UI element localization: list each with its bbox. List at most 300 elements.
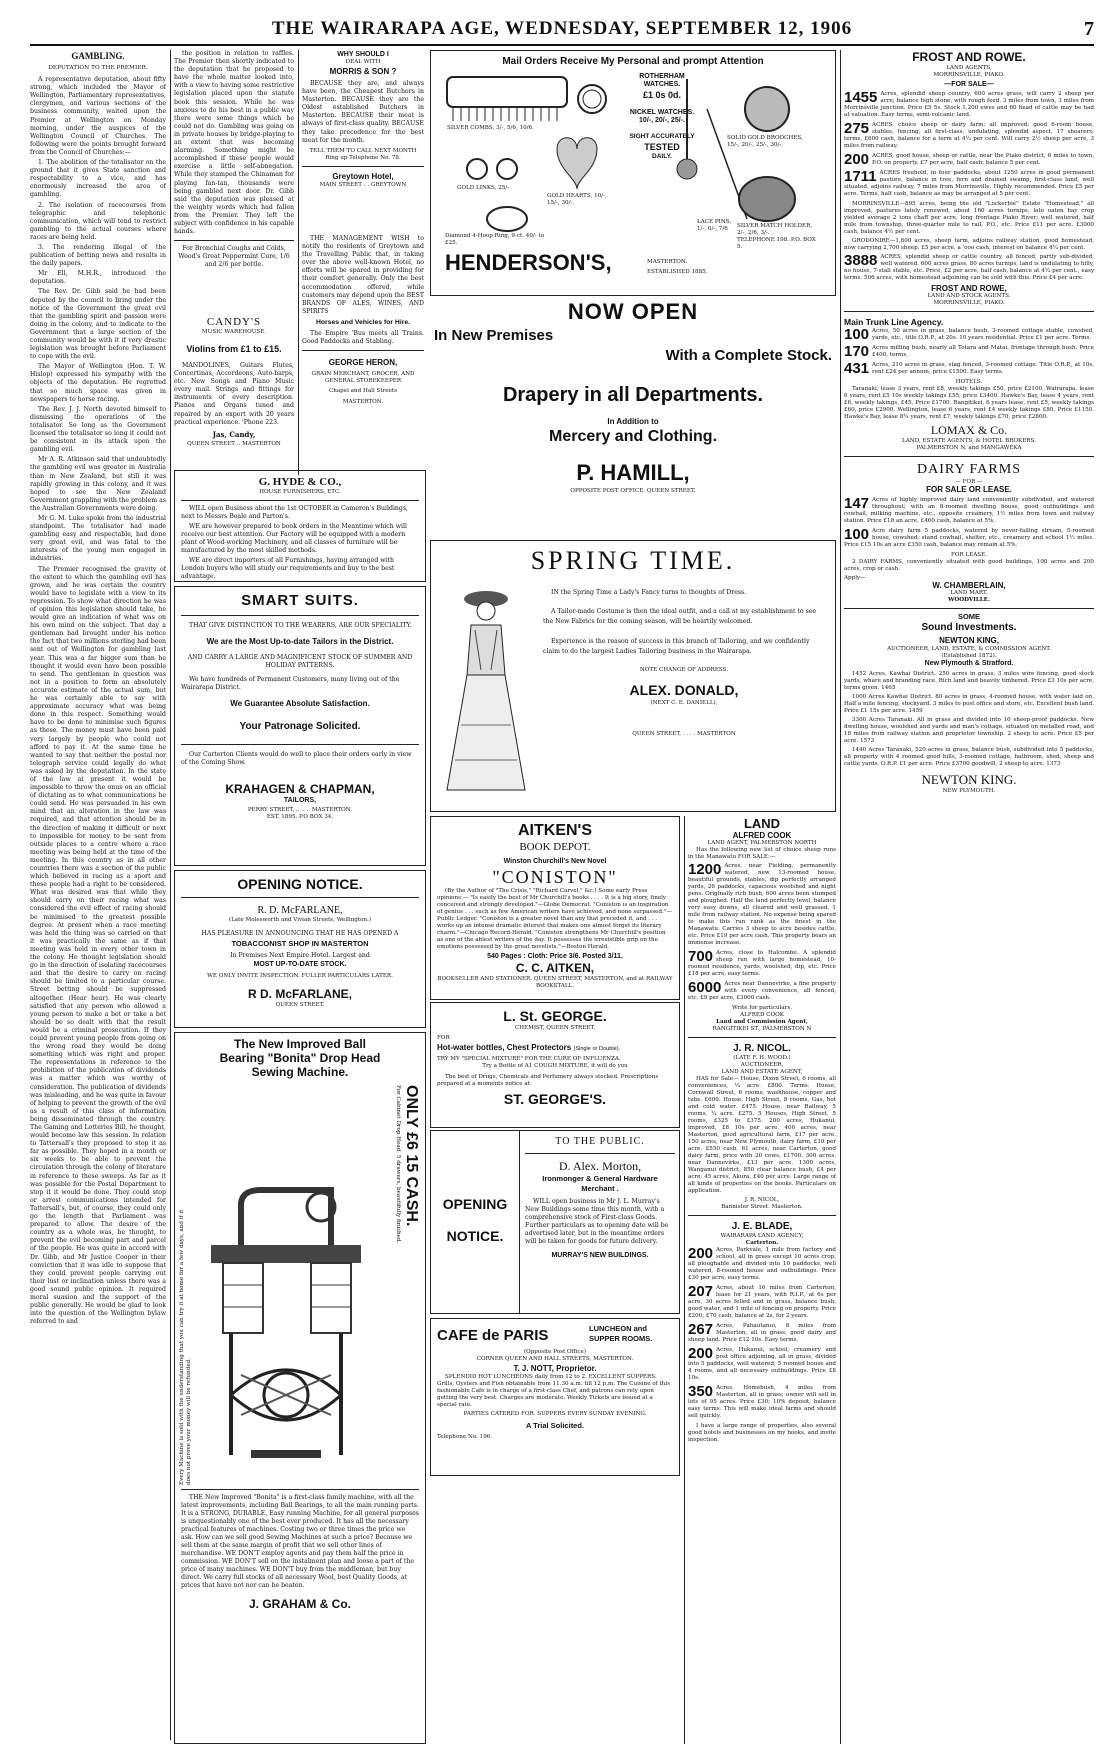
listing-text: Acres, 50 acres in grass, balance bush, 3-roomed cottage stable, cowshed, yards, etc., title O.R.P., at 20s. 10 years residential. Price £1 per acre. Terms. bbox=[872, 328, 1094, 342]
rings-label: Diamond 4-Hoop Ring, 9-ct. 40/- to £25. bbox=[445, 233, 545, 246]
listing-text: Acres, Hukanui, school, creamery and post office adjoining, all in grass, divided into 5 paddocks, well watered, 5 roomed house and 4 rooms, and all necessary outbuildings. Price £8 10s. bbox=[688, 1347, 836, 1382]
divider bbox=[688, 1037, 836, 1038]
st-george-ad bbox=[430, 1002, 680, 1128]
article-paragraph: The Rev. J. J. North devoted himself to dismissing the operations of the totalisator. So long as the Government licensed the totalisator so long it could not be consistent in its attack upon the gambling evil. bbox=[30, 405, 166, 454]
article-paragraph: A representative deputation, about fifty strong, which included the Mayor of Wellington, Parliamentary representatives, clergymen, and various sections of the business community, waited upon the Premier at Wellington on Monday morning, under the auspices of the Wellington Council of Churches. The following were the points brought forward from the Council of Churches:— bbox=[30, 76, 166, 156]
listing-number: 700 bbox=[688, 948, 714, 966]
column-rule bbox=[684, 816, 685, 1744]
morton-name: D. Alex. Morton, bbox=[558, 1159, 642, 1173]
listing-entry bbox=[844, 497, 1094, 525]
frost-sign3: MORRINSVILLE, PIAKO. bbox=[933, 300, 1005, 307]
listing-text: Acres of highly improved dairy land conveniently subdivided, and watered throughout; with an 8-roomed dwelling house, good outbuildings and cowbail, milking machine, etc., opposite creamery, 1½ miles from town and railway station. Price £18 an acre, £460 cash, balance at 5%. bbox=[844, 497, 1094, 525]
newton-sign2: NEW PLYMOUTH. bbox=[942, 787, 996, 794]
morton-opening-panel bbox=[431, 1131, 520, 1313]
frost-sign2: LAND AND STOCK AGENTS. bbox=[927, 293, 1011, 300]
george-hot: Hot-water bottles, Chest Protectors bbox=[437, 1043, 572, 1052]
cafe-body: SPLENDID HOT LUNCHEONS daily from 12 to 2. EXCELLENT SUPPERS. Grills, Oysters and Fish obtainable from 11.30 a.m. till 12 p.m. The Cuisine of this fashionable Cafe is in charge of a first-class Chef, and patrons can rely upon getting the very best. Charges are moderate. Weekly Tickets are issued at a special rate. bbox=[437, 1374, 671, 1408]
article-paragraph: 1. The abolition of the totalisator on the ground that it gives State sanction and respectability to a vice, and has enormously increased the area of gambling. bbox=[30, 159, 166, 199]
newton-sound: Sound Investments. bbox=[921, 622, 1017, 634]
blade-title: J. E. BLADE, bbox=[731, 1221, 793, 1233]
land-agents-column bbox=[688, 816, 836, 1744]
watch-text bbox=[617, 73, 707, 161]
sewing-machine-illustration bbox=[201, 1095, 371, 1475]
listing-entry bbox=[688, 1385, 836, 1420]
aitken-sub: BOOK DEPOT. bbox=[519, 841, 591, 853]
cafe-lunch: LUNCHEON and bbox=[589, 1324, 647, 1333]
rotherham: ROTHERHAM bbox=[639, 73, 685, 80]
dairy-sign2: LAND MART, bbox=[950, 590, 988, 597]
daily: DAILY. bbox=[652, 153, 672, 160]
combs-label: SILVER COMBS, 3/-, 5/6, 10/6. bbox=[447, 125, 534, 131]
holder-label: SILVER MATCH HOLDER, 2/-, 2/6, 3/-. bbox=[737, 223, 813, 236]
opening-addr: QUEEN STREET. bbox=[275, 1002, 325, 1008]
listing-entry bbox=[688, 981, 836, 1002]
listing-entry bbox=[688, 1247, 836, 1282]
candys-body: MANDOLINES, Guitars Flutes, Concertinas, Accordeons, Auto-harps, etc. New Songs and Piano Music every mail. Strings and fittings for instruments of every description. Pianos and Organs tuned and repaired by an expert with 20 years practical experience. 'Phone 223. bbox=[174, 362, 294, 426]
land-agent: Land and Commission Agent, bbox=[716, 1019, 808, 1026]
article-continuation: the position in relation to raffles. The Premier then shortly indicated to the deputation that he proposed to have the whole matter looked into, with a view to having some restrictive legislation placed upon the statute book this session. While he was anxious to do his best in a public way there were some things which he could not do. Gambling was going on in private houses by bridge-playing to an extent that was becoming alarming. Something might be accomplished if these people would exercise a little self-abnegation. While they stamped the Chinaman for playing fan-tan, thousands were being gambled next door. Dr. Gibb said the deputation was pleased at the weighty words which had fallen from the Premier. They left the subject with confidence in his capable hands. bbox=[174, 50, 294, 236]
divider bbox=[181, 897, 419, 898]
listing-number: 350 bbox=[688, 1383, 714, 1401]
hearts-label: GOLD HEARTS, 10/-, 15/-, 30/-. bbox=[547, 193, 607, 206]
spring-p2: A Tailor-made Costume is then the ideal outfit, and a call at my establishment to see the New Fabrics for the coming season, will be heartily welcomed. bbox=[543, 608, 817, 625]
nicol-sign: J. R. NICOL, bbox=[744, 1197, 780, 1204]
frost-sub: LAND AGENTS, bbox=[946, 65, 992, 71]
sewing-body: THE New Improved "Bonita" is a first-class family machine, with all the latest improvements, including Ball Bearings, to all the main running parts. It is a STRONG, DURABLE, Easy running Machine, for all general purposes is unquestionably one of the best ever produced. It has all the necessary practical features of machines. Costing two or three times the price we ask. How can we sell good Sewing Machines at such a price? Because we sell them at the same margin of profit that we sell other lines of merchandise. WE DON'T employ agents and pay them half the price in commission. WE DON'T sell on the instalment plan and loose a part of the price of many machines. WE DON'T buy from the middleman, but buy direct. We carry full stocks of all necessary Wool, best Quality Goods, at prices that have not nor can be beaten. bbox=[181, 1494, 419, 1589]
opening-name: R. D. McFARLANE, bbox=[257, 905, 343, 916]
listing-entry bbox=[844, 328, 1094, 342]
candys-title: CANDY'S bbox=[206, 316, 262, 328]
sewing-sign: J. GRAHAM & Co. bbox=[249, 1597, 351, 1611]
divider bbox=[844, 311, 1094, 312]
opening-p3: In Premises Next Empire Hotel. Largest and bbox=[230, 952, 370, 959]
spring-name: ALEX. DONALD, bbox=[629, 682, 739, 698]
nicol-late: (LATE F. H. WOOD.) bbox=[733, 1055, 791, 1062]
listing-entry bbox=[844, 345, 1094, 359]
listing-number: 170 bbox=[844, 343, 870, 361]
divider bbox=[844, 608, 1094, 609]
listing-number: 1200 bbox=[688, 861, 722, 879]
listing-text: ACRES, good house, sheep or cattle, near the Piako district, 6 miles to town, P.O. on property. £7 per acre, half cash; balance 5 per cent. bbox=[872, 153, 1094, 167]
article-title: GAMBLING. bbox=[71, 51, 125, 61]
newspaper-title: THE WAIRARAPA AGE, WEDNESDAY, SEPTEMBER 12, 1906 bbox=[271, 18, 853, 39]
greytown-ad bbox=[302, 235, 424, 425]
article-paragraph: The Rev. Dr. Gibb said he had been deputed by the council to bring under the notice of the Government the great evil that the gambling spirit and passion were doing in the colony, and to indicate to the Government that a large section of the community would be with it if very drastic legislation was brought before Parliament to cope with the evil. bbox=[30, 288, 166, 361]
tested: TESTED bbox=[644, 142, 680, 152]
cafe-tel: Telephone No. 196. bbox=[437, 1434, 493, 1440]
listing-number: 100 bbox=[844, 326, 870, 344]
trunk-sign: LOMAX & Co. bbox=[930, 423, 1008, 438]
listing-entry bbox=[688, 1323, 836, 1344]
nicol-title: J. R. NICOL. bbox=[733, 1043, 791, 1055]
listing-entry: 1440 Acres Taranaki, 520 acres in grass, balance bush, subdivided into 5 paddocks, all property with 4 roomed good hills, 3-roomed cottage, bathroom, shed, sheep and cattle yards. O.R.P. £1 per acre. Price £3700 goodwill, 2 sheep to acre. 1373 bbox=[844, 746, 1094, 767]
sight: SIGHT ACCURATELY bbox=[629, 133, 695, 140]
divider bbox=[302, 350, 424, 351]
right-column bbox=[844, 50, 1094, 1744]
cafe-trial: A Trial Solicited. bbox=[525, 1421, 585, 1430]
listing-text: Acres near Dannevirke, a fine property with every convenience, all fenced, etc. £9 per acre, £3000 cash. bbox=[688, 981, 836, 1002]
aitken-addr: BOOKSELLER AND STATIONER. QUEEN STREET, MASTERTON, and at RAILWAY BOOKSTALL. bbox=[437, 976, 673, 989]
blade-end: I have a large range of properties, also several good hotels and businesses on my books, and invite inspection. bbox=[688, 1423, 836, 1444]
article-paragraph: 2. The isolation of racecourses from telegraphic and telephonic communication, which will tend to restrict gambling to the actual courses where races are being held. bbox=[30, 201, 166, 241]
morton-opening2: NOTICE. bbox=[446, 1228, 504, 1244]
links-label: GOLD LINKS, 25/- bbox=[457, 185, 510, 191]
greytown-horses: Horses and Vehicles for Hire. bbox=[315, 318, 411, 326]
listing-text: ACRES, splendid sheep or cattle country, all fenced, partly sub-divided, well watered. 600 acres grass, 80 acres turnips, land is undulating to hilly, no house, 7-stall stable, etc. Price, £2 per acre, half cash, balance at 4¼ per cent., easy terms. 506 acres, with homestead adjoining can be sold with this. Price £4 per acre. bbox=[844, 254, 1094, 282]
spring-time-ad bbox=[430, 540, 836, 812]
brooches-label: SOLID GOLD BROOCHES, 15/-, 20/-, 25/-, 30/-. bbox=[727, 135, 803, 148]
george-bottle: Try a Bottle of A1 COUGH MIXTURE, it will do you bbox=[482, 1063, 628, 1069]
listing-text: Acres, Pahautanui, 8 miles from Masterton, all in grass, good dairy and sheep land. Price £12 10s. Easy terms. bbox=[688, 1323, 836, 1344]
hyde-sub: HOUSE FURNISHERS, ETC. bbox=[259, 489, 341, 495]
listing-number: 200 bbox=[688, 1245, 714, 1263]
listing-text: Acres, Parkvale, 1 mile from factory and school, all in grass except 10 acres crop, all ploughable and divided into 10 paddocks, well watered, 8-roomed house and outbuildings. Price £30 per acre, easy terms. bbox=[688, 1247, 836, 1282]
candys-price: Violins from £1 to £15. bbox=[186, 344, 282, 354]
sewing-title3: Sewing Machine. bbox=[251, 1065, 349, 1079]
george-body: The best of Drugs, Chemicals and Perfumery always stocked. Prescriptions prepared at a moments notice at bbox=[437, 1074, 659, 1087]
opening-sign: R D. McFARLANE, bbox=[247, 987, 352, 1001]
hamill-ad bbox=[430, 298, 836, 536]
dairy-sign: W. CHAMBERLAIN, bbox=[932, 581, 1006, 591]
divider bbox=[181, 744, 419, 745]
heron-name: GEORGE HERON, bbox=[328, 358, 398, 368]
article-paragraph: The Mayor of Wellington (Hon. T. W. Hislop) expressed his sympathy with the objects of the deputation. He regretted that so much space was given in newspapers to horse racing. bbox=[30, 363, 166, 403]
dairy-sign3: WOODVILLE. bbox=[948, 597, 990, 604]
land-write: Write for particulars, bbox=[732, 1005, 792, 1012]
listing-entry bbox=[688, 1285, 836, 1320]
mcfarlane-ad bbox=[174, 870, 426, 1028]
spring-p1: IN the Spring Time a Lady's Fancy turns to thoughts of Dress. bbox=[551, 589, 747, 596]
blade-sub: WAIRARAPA LAND AGENCY, bbox=[720, 1233, 804, 1240]
smart-p4: We have hundreds of Permanent Customers, many living out of the Wairarapa District. bbox=[181, 676, 400, 691]
land-title: LAND bbox=[743, 816, 781, 831]
sewing-guarantee-text: Every Machine is sold with the understanding that you can try it at home for a few days, and if it does not prove your money will be refunded. bbox=[179, 1209, 192, 1485]
column-rule bbox=[840, 50, 841, 1744]
george-try: TRY MY "SPECIAL MIXTURE" FOR THE CURE OF INFLUENZA. bbox=[437, 1056, 621, 1062]
cafe-supper: SUPPER ROOMS. bbox=[589, 1334, 653, 1343]
listing-entry bbox=[844, 528, 1094, 549]
column-rule bbox=[298, 50, 299, 475]
greytown-title: Greytown Hotel, bbox=[332, 171, 394, 181]
divider bbox=[844, 456, 1094, 457]
spring-p3: Experience is the reason of success in this branch of Tailoring, and we confidently claim to do the largest Ladies Tailoring business in the Wairarapa. bbox=[543, 638, 810, 655]
sewing-side2: For Cabinet Drop Head, 5 drawers, beautifully finished. bbox=[395, 1085, 401, 1244]
land-sub: LAND AGENT, PALMERSTON NORTH bbox=[707, 840, 817, 847]
george-hotnote: (Single or Double). bbox=[573, 1046, 621, 1052]
sewing-side-guarantee bbox=[179, 1205, 203, 1485]
smart-p2: We are the Most Up-to-date Tailors in the District. bbox=[206, 637, 394, 646]
frost-sale: —FOR SALE— bbox=[944, 81, 994, 88]
blade-listings bbox=[688, 1247, 836, 1420]
listing-entry bbox=[688, 863, 836, 947]
henderson-name: HENDERSON'S, bbox=[445, 250, 612, 275]
candys-sign: Jas, Candy, bbox=[212, 429, 256, 439]
land-intro: Has the following new list of choice sheep runs in the Manawatu FOR SALE:— bbox=[688, 847, 836, 861]
listing-text: Acre dairy farm 5 paddocks, watered by never-failing stream, 5-roomed house, cowshed, stand cowbail, shelter, etc., creamery and school 1½ miles. Price £15 10s an acre £350 cash, balance may remain at 5%. bbox=[844, 528, 1094, 549]
cafe-prop: T. J. NOTT, Proprietor. bbox=[513, 1364, 597, 1373]
frost-morrins: MORRINSVILLE—895 acres, being the old "Lockerbie" Estate "Homestead," all improved, pastures lately renewed, about 160 acres turnips, late oaten hay crop yielded average 2 tons chaff per acre, long frontage Piako River; well watered, half mile from township, three-quarter mile to rail, P.O., etc. Price £11 per acre. £3000 cash, balance 4½ per cent. bbox=[844, 201, 1094, 236]
newton-est: (Established 1872). bbox=[941, 652, 997, 659]
land-sign: ALFRED COOK bbox=[740, 1012, 784, 1019]
divider bbox=[181, 615, 419, 616]
smart-title: SMART SUITS. bbox=[241, 592, 359, 609]
smart-addr: PERRY STREET, .. .. .. MASTERTON. bbox=[247, 807, 353, 813]
listing-entry bbox=[844, 170, 1094, 198]
divider bbox=[181, 500, 419, 501]
newton-town: New Plymouth & Stratford. bbox=[924, 659, 1014, 667]
aitken-price: 540 Pages : Cloth: Price 3/6. Posted 3/11. bbox=[487, 953, 623, 960]
opening-p1: HAS PLEASURE IN ANNOUNCING THAT HE HAS OPENED A bbox=[201, 930, 399, 937]
cafe-title: CAFE de PARIS bbox=[437, 1327, 549, 1344]
nicol-body: HAS for Sale— House, Dixon Street, 6 rooms, all conveniences, ¼ acre. £800. Terms. House, Cornwall Street, 6 rooms, washhouse, copper and tubs. £600. House, High Street, 8 rooms, Gas, hot and cold water. £475. House, near Railway, 5 rooms, ¼ acre. £275. 5 Houses, High Street, 5 rooms, £325 to £375. 200 acres, Hukanui, improved, £8 10s per acre. 400 acres, near Masterton, good agricultural farm, £17 per acre. 150 acres, near New Plymouth, dairy farm, £10 per acre. £550 cash. 61 acres, near Carterton, good dairy farm, price with 20 cows, £1700. 300 acres, near Dannevirke, £13 per acre. 1300 acres, Wanganui district, 850 clear balance bush, £4 per acre. 45 acres, Akura, £40 per acre. Large range of all kinds of properties on the books. Particulars on application. bbox=[688, 1076, 836, 1195]
listing-text: Acres, Homebush, 4 miles from Masterton, all in grass; owner will sell in lots of 95 acres. Price £30; 10% deposit, balance easy terms. This will make ideal farms and should sell quickly. bbox=[688, 1385, 836, 1420]
listing-number: 267 bbox=[688, 1321, 714, 1339]
dairy-for: — FOR — bbox=[955, 479, 983, 486]
dairy-lease-text: 2 DAIRY FARMS, conveniently situated with good buildings, 100 acres and 200 acres, crop or cash. bbox=[844, 559, 1094, 573]
morris-line2: DEAL WITH bbox=[345, 59, 381, 65]
trunk-sign2: LAND, ESTATE AGENTS, & HOTEL BROKERS. bbox=[902, 438, 1036, 445]
morris-cta: TELL THEM TO CALL NEXT MONTH bbox=[309, 147, 417, 154]
heron-addr: Chapel and Hall Streets bbox=[328, 388, 398, 395]
listing-text: ACRES freehold, in four paddocks, about 1250 acres in good permanent pasture, balance in tree, fern and drained swamp, first-class land, well situated, adjoins railway, 7 miles from Morrinsville. Highly recommended. Price £5 per acre. Terms, half cash, balance as may be arranged at 5 per cent. bbox=[844, 170, 1094, 198]
morris-body: BECAUSE they are, and always have been, the Cheapest Butchers in Masterton. BECAUSE they are the Oldest established Butchers in Masterton. BECAUSE their meat is always of first-class quality. BECAUSE they take precedence for the best meat for the month. bbox=[302, 80, 424, 144]
hamill-line2: With a Complete Stock. bbox=[665, 347, 832, 364]
smart-suits-ad bbox=[174, 586, 426, 866]
trunk-title: Main Trunk Line Agency. bbox=[844, 317, 944, 328]
listing-entry bbox=[844, 91, 1094, 119]
george-for: FOR bbox=[437, 1035, 450, 1041]
spring-next: (NEXT C. E. DANIELL), bbox=[650, 700, 718, 706]
newton-some: SOME bbox=[957, 612, 981, 622]
listing-text: Acres, near Fielding, permanently watered, new 13-roomed house, beautiful grounds, stables, dip perfectly arranged yards, 26 paddocks, capacious woolshed and night pens. Originally rich bush, 600 acres been stumped and ploughed. Half the land perfectly level, balance very easy downs, all cleared and well grassed, 1 mile from railway station. No expense being spared to make this run rank as the finest in the Manawatu. Carries 3 sheep to acre besides cattle, etc. Price £19 per acre cash. This property bears an immense increase. bbox=[688, 863, 836, 947]
hamill-addr: OPPOSITE POST OFFICE. QUEEN STREET. bbox=[570, 488, 696, 495]
trunk-listings bbox=[844, 328, 1094, 376]
listing-text: Acres, splendid sheep country, 600 acres grass, will carry 2 sheep per acre; balance high stone, with rough feed. 3 miles from town, 3 miles from Morrinsville junction. Price £5 5s. Stock 1,200 ewes and 60 head of cattle may be had at valuation. Easy terms, semi-volcanic land. bbox=[844, 91, 1094, 119]
listing-entry bbox=[688, 950, 836, 978]
listing-text: Acres milling bush, nearly all Totara and Matai, frontage through bush. Price £400, terms. bbox=[872, 345, 1094, 359]
listing-number: 431 bbox=[844, 360, 870, 378]
page-number: 7 bbox=[1084, 18, 1094, 40]
hyde-p1: WILL open Business about the 1st OCTOBER in Cameron's Buildings, next to Messrs Beale and Parton's. bbox=[181, 505, 409, 520]
candys-ad bbox=[174, 315, 294, 475]
dairy-sale: FOR SALE OR LEASE. bbox=[926, 485, 1012, 495]
candys-sub: MUSIC WAREHOUSE. bbox=[201, 329, 267, 335]
tel-label: TELEPHONE 198. P.O. BOX 5. bbox=[737, 237, 816, 250]
dairy-title: DAIRY FARMS bbox=[917, 462, 1021, 478]
smart-p3: AND CARRY A LARGE AND MAGNIFICENT STOCK OF SUMMER AND HOLIDAY PATTERNS. bbox=[187, 654, 413, 669]
aitken-name: C. C. AITKEN, bbox=[515, 961, 595, 975]
frost-title: FROST AND ROWE. bbox=[912, 50, 1026, 64]
listing-entry bbox=[844, 122, 1094, 150]
frost-listings bbox=[844, 91, 1094, 198]
listing-entry bbox=[844, 362, 1094, 376]
cafe-ad bbox=[430, 1318, 680, 1476]
smart-sub: TAILORS, bbox=[283, 797, 317, 804]
article-paragraph: 3. The rendering illegal of the publication of betting news and results in the daily papers. bbox=[30, 243, 166, 268]
george-sub: CHEMIST, QUEEN STREET. bbox=[514, 1025, 596, 1031]
trunk-sign3: PALMERSTON N. and MANGAWEKA bbox=[916, 445, 1022, 452]
cough-notice: For Bronchial Coughs and Colds, Wood's Great Peppermint Cure, 1/6 and 2/6 per bottle. bbox=[178, 245, 290, 269]
hyde-p2: WE are however prepared to book orders in the Meantime which will receive our best attention. Our Factory will be equipped with a modern plant of Wood-working Machinery, and all classes of furniture will be manufactured by the most skilled methods. bbox=[181, 523, 407, 554]
morton-top: TO THE PUBLIC. bbox=[555, 1136, 645, 1147]
land-listings bbox=[688, 863, 836, 1002]
aitken-novel: Winston Churchill's New Novel bbox=[503, 858, 607, 865]
dairy-apply: Apply— bbox=[844, 575, 866, 582]
sewing-title1: The New Improved Ball bbox=[233, 1037, 367, 1051]
aitken-body: (By the Author of "The Crisis," "Richard Carvel," &c.) Some early Press opinions:— "Is easily the best of Mr Churchill's books . . . . It is a big story, finely conceived and strongly developed."—Globe Democrat. "Coniston is an inspiration of genius . . . such as few American writers have achieved, and none surpassed."—Public Ledger. "Coniston is a greater novel than any that preceded it, and . . . works up an intense dramatic interest that makes one almost forget its literary charm."—Chicago Record-Herald. "Coniston strengthens Mr Churchill's position as one of the ablest writers of the day. It possesses the irresistible grip on the emotions possessed by the great novelists."—Boston Herald. bbox=[437, 888, 672, 950]
morris-line3: MORRIS & SON ? bbox=[329, 67, 397, 76]
aitken-coniston: "CONISTON" bbox=[492, 867, 618, 887]
henderson-banner: Mail Orders Receive My Personal and prompt Attention bbox=[502, 56, 764, 67]
morton-bldg: MURRAY'S NEW BUILDINGS. bbox=[551, 1252, 649, 1259]
gambling-article bbox=[30, 50, 166, 1740]
sewing-illustration-area bbox=[181, 1085, 419, 1485]
column-rule bbox=[170, 50, 171, 1740]
listing-number: 100 bbox=[844, 526, 870, 544]
aitken-title: AITKEN'S bbox=[517, 822, 593, 839]
listing-entry bbox=[844, 153, 1094, 167]
newton-role: AUCTIONEER, LAND, ESTATE, & COMMISSION AGENT. bbox=[887, 645, 1051, 652]
hamill-line1: In New Premises bbox=[434, 327, 554, 344]
henderson-town: MASTERTON. bbox=[647, 259, 688, 265]
article-continued bbox=[174, 50, 294, 350]
greytown-body: THE MANAGEMENT WISH to notify the residents of Greytown and the Travelling Public that, in taking over the above well-known Hotel, no efforts will be spared in providing for their comfort generally. Only the best accommodation offered, while customers may depend upon the BEST BRANDS OF ALES, WINES, AND SPIRITS bbox=[302, 235, 424, 315]
divider bbox=[525, 1153, 675, 1154]
newton-sign: NEWTON KING. bbox=[921, 771, 1017, 787]
listing-text: Acres, about 16 miles from Carterton, lease for 21 years, with R.I.P., at 6s per acre, 30 acres felled and in grass, balance bush, good water, and 1 mile of fencing on property. Price £200; £70 cash, balance at 2s, for 2 years. bbox=[688, 1285, 836, 1320]
morris-phone: Ring up Telephone No. 78. bbox=[325, 154, 401, 161]
listing-number: 147 bbox=[844, 495, 870, 513]
aitken-ad bbox=[430, 816, 680, 1000]
divider bbox=[174, 240, 294, 241]
newton-listings bbox=[844, 671, 1094, 768]
watches: WATCHES. bbox=[643, 81, 681, 88]
newton-name: NEWTON KING, bbox=[939, 636, 999, 646]
pins-label: LACE PINS, 1/-, 6/-, 7/6 bbox=[697, 219, 732, 232]
listing-number: 200 bbox=[844, 151, 870, 169]
frost-gordon: GRODONIRE—1,800 acres, sheep farm, adjoins railway station, good homestead, now carrying 2,700 sheep. £5 per acre, a 'ooo cash, interest on balance 4¼ per cent. bbox=[844, 238, 1094, 252]
frost-town: MORRINSVILLE, PIAKO. bbox=[933, 72, 1005, 78]
listing-entry: 1000 Acres Kawhai District. 80 acres in grass, 4-roomed house, with water laid on. Half a mile fencing, stockyard. 3 miles to post office and store, etc. Excellent bush land. Price £1 15s per acre. 1459 bbox=[844, 693, 1094, 714]
nickel: NICKEL WATCHES. bbox=[629, 109, 695, 116]
listing-number: 6000 bbox=[688, 979, 722, 997]
trunk-hotels: HOTELS. bbox=[955, 379, 983, 386]
sewing-machine-ad bbox=[174, 1032, 426, 1744]
sewing-price: ONLY £6 15 CASH. bbox=[403, 1085, 420, 1227]
hamill-now: NOW OPEN bbox=[567, 299, 699, 324]
morton-body: WILL open business in Mr J. L. Murray's New Buildings some time this month, with a comprehensive stock of First-class Goods. Further particulars as to opening date will be advertised later, but in the meantime orders will be taken for goods for future delivery. bbox=[525, 1198, 669, 1245]
smart-sign: KRAHAGEN & CHAPMAN, bbox=[225, 782, 375, 796]
smart-p6: Your Patronage Solicited. bbox=[239, 721, 361, 732]
greytown-buses: The Empire 'Bus meets all Trains. Good Paddocks and Stabling. bbox=[302, 330, 424, 346]
land-addr: RANGITIKEI ST., PALMERSTON N bbox=[712, 1026, 812, 1033]
listing-entry: 1452 Acres, Kawhai District. 250 acres in grass, 3 miles wire fencing, good stock yards, whare and branding race. Rich land and heavily timbered. Price £3 10s per acre, terms given. 1465 bbox=[844, 670, 1094, 691]
morton-ad bbox=[430, 1130, 680, 1314]
article-paragraph: The Premier recognised the gravity of the extent to which the gambling evil has grown, and he was certain the country would have to legislate with a view to its repression. To show what direction he was of opinion this legislation should take, he would give an indication of what was on his own mind on the subject. That day a gentleman had brought under his notice the fact that two millions sterling had been sent out of Wellington for gambling last year. This was a far bigger sum than he thought it would even have been possible to send. The gentleman in question was not in a position to form an absolutely accurate estimate of the actual sum, but he was certainly able to say with approximate accuracy what was being done in this respect. Something would have to be done to minimise such figures as these. The money must have been paid very largely by people who could not afford to pay it. At the same time he wanted to say that neither the postal nor telegraph service could legally do what was asked by the deputation. In the state of the law at present it would be impossible to throw the onus on an official of dictating as to what communications he could send. He was persuaded in his own mind that an alteration in the law was required, and that attention should be in the direction of making it difficult or next to impossible for money to be sent from outside places to a centre where a race meeting was being held at the time of the meeting. In this country as in all other countries there was a section of the public which believed in racing as a sport and these people had a right to be considered. What was desired was that while they should carry on their racing what was considered the evil effect of racing should be minimised to the greatest possible degree. At present when a race meeting was held the thing was so carried on that it was practically the same as if that meeting was held in every other town in the colony. He thought legislation should go in the direction of isolating racecourses and that the desire to carry on racing should be limited to a particular course. Street betting should be suppressed altogether. (Hear hear). He was clearly satisfied that any person who allowed a young person to make a bet or take a bet should be so dealt with that the result would be a criminal prosecution. If they could prevent young people from going on the wrong road they would be doing something which was right and proper. The representations in reference to the prohibition of the publication of dividends was a matter which was worthy of consideration. The publication of dividends was misleading, and he was quite in favour of helping to prevent the growth of the evil as a result of this class of information being disseminated through the country. The Gaming and Lotteries Bill, he thought, would become law this session. In relation to Tattersall's they proposed to stop it as far as possible. They hoped in a month or six weeks to be able to prevent the circulation through the colony of literature in reference to these sweeps. As far as it was possible for the Postal Department to stop it it would be done. They could stop or arrest communications intended for Tattersall's, but, of course, they could only go the length that Parliament was prepared to allow. The desire of the country as a whole was, he thought, to prevent the evil becoming part and parcel of the people. He was quite in accord with Dr. Gibb, and Mr Justice Cooper in their conviction that it was idle to suppose that they could prevent people carrying out their lust or inclination unless there was a good sound public opinion. It required moral suasion and the support of the public generally. He would be glad to look into the question of the Wellington bylaw referred to and bbox=[30, 565, 166, 1326]
dairy-listings bbox=[844, 497, 1094, 549]
blade-town: Carterton. bbox=[745, 1240, 779, 1247]
morton-trade: Ironmonger & General Hardware Merchant . bbox=[542, 1174, 658, 1193]
listing-text: Acres, close to Halcombe. A splendid sheep run with large homestead, 10-roomed residence, yards, woolshed, dip, etc. Price £18 per acre, easy terms. bbox=[688, 950, 836, 978]
divider bbox=[181, 1489, 419, 1490]
listing-number: 1711 bbox=[844, 168, 877, 186]
hamill-add: In Addition to bbox=[607, 417, 659, 426]
jewellery-illustrations bbox=[437, 69, 829, 249]
listing-text: Acres, 210 acres in grass, stag fenced, 3-roomed cottage. Title O.R.P., at 10s, rent £24 per annum, price £1500. Easy terms. bbox=[872, 362, 1094, 376]
smart-p5: We Guarantee Absolute Satisfaction. bbox=[230, 699, 370, 708]
hamill-drapery: Drapery in all Departments. bbox=[502, 384, 764, 406]
george-sign: ST. GEORGE'S. bbox=[503, 1091, 607, 1107]
nicol-role2: LAND AND ESTATE AGENT, bbox=[721, 1069, 803, 1076]
masthead bbox=[30, 18, 1094, 46]
article-paragraph: Mr A. R. Atkinson said that undoubtedly the gambling evil was greater in Australia than in New Zealand, but still it was rapidly growing in this colony, and it was hoped to see the New Zealand Government grappling with the problem as the Australian Governments were doing. bbox=[30, 456, 166, 512]
cafe-parties: PARTIES CATERED FOR. SUPPERS EVERY SUNDAY EVENING. bbox=[463, 1411, 647, 1417]
hyde-ad bbox=[174, 470, 426, 582]
spring-note: NOTE CHANGE OF ADDRESS. bbox=[639, 667, 729, 673]
divider bbox=[302, 166, 424, 167]
article-body bbox=[30, 76, 166, 1326]
nicol-addr: Bannister Street. Masterton. bbox=[721, 1204, 803, 1211]
smart-p7: Our Carterton Clients would do well to place their orders early in view of the Coming Show. bbox=[181, 751, 412, 766]
hamill-name: P. HAMILL, bbox=[576, 460, 690, 486]
hendersons-ad bbox=[430, 50, 836, 296]
lady-costume-illustration bbox=[441, 585, 531, 795]
sewing-side-panel bbox=[375, 1085, 421, 1485]
spring-title: SPRING TIME. bbox=[530, 546, 736, 575]
price1: £1 0s 0d. bbox=[642, 90, 682, 100]
opening-title: OPENING NOTICE. bbox=[237, 876, 363, 892]
opening-p4: MOST UP-TO-DATE STOCK. bbox=[253, 961, 347, 968]
price2: 10/-, 20/-, 25/-. bbox=[639, 117, 685, 124]
trunk-hotels-text: Taranaki, lease 3 years, rent £8, weekly takings £50, price £2100. Wairarapa, lease 6 years, rent £5 10s weekly takings £55, price £3400. Hawke's Bay, lease 4 years, rent £6, weekly takings, £45, Price £1700. Rangitikei, 6 years lease, rent £5, weekly takings £60, price £2900. Wellington, lease 6 years, rent £4 weekly takings £80, Price £1150. Hawke's Bay, lease 8¼ years, rent £7, weekly takings £70, price £2800. bbox=[844, 386, 1094, 421]
divider bbox=[688, 1215, 836, 1216]
cafe-opp: (Opposite Post Office) bbox=[523, 1349, 587, 1355]
listing-number: 1455 bbox=[844, 89, 878, 107]
dairy-lease: FOR LEASE. bbox=[951, 552, 987, 559]
nicol-role: AUCTIONEER, bbox=[740, 1062, 784, 1069]
heron-trade: GRAIN MERCHANT, GROCER, AND GENERAL STOREKEEPER bbox=[311, 371, 415, 385]
morris-ad bbox=[302, 50, 424, 235]
smart-est: EST. 1895. P.O BOX 34. bbox=[266, 814, 334, 820]
morris-line1: WHY SHOULD I bbox=[337, 51, 389, 58]
article-subtitle: DEPUTATION TO THE PREMIER. bbox=[48, 65, 148, 71]
hyde-title: G. HYDE & CO., bbox=[258, 476, 342, 488]
spring-addr: QUEEN STREET, . . . . MASTERTON bbox=[632, 731, 736, 737]
opening-p5: WE ONLY INVITE INSPECTION. FULLER PARTICULARS LATER. bbox=[207, 973, 393, 979]
listing-number: 207 bbox=[688, 1283, 714, 1301]
land-name: ALFRED COOK bbox=[732, 831, 792, 840]
listing-number: 3888 bbox=[844, 252, 878, 270]
opening-note: (Late Molesworth and Vivian Streets, Wellington.) bbox=[228, 917, 372, 923]
listing-entry bbox=[688, 1347, 836, 1382]
smart-p1: THAT GIVE DISTINCTION TO THE WEARERS, ARE OUR SPECIALITY. bbox=[189, 622, 412, 629]
morton-text bbox=[525, 1135, 675, 1260]
heron-town: MASTERTON. bbox=[342, 399, 384, 406]
greytown-street: MAIN STREET . . GREYTOWN bbox=[319, 181, 407, 188]
spring-text bbox=[543, 585, 825, 738]
henderson-footer bbox=[437, 249, 829, 279]
article-paragraph: Mr Ell, M.H.R., introduced the deputation. bbox=[30, 270, 166, 286]
candys-addr: QUEEN STREET .. MASTERTON bbox=[187, 440, 281, 447]
sewing-title2: Bearing "Bonita" Drop Head bbox=[219, 1051, 381, 1065]
cafe-addr: CORNER QUEEN AND HALL STREETS, MASTERTON. bbox=[476, 1356, 634, 1362]
hamill-mercery: Mercery and Clothing. bbox=[548, 428, 718, 446]
henderson-est: ESTABLISHED 1885. bbox=[647, 269, 708, 275]
opening-p2: TOBACCONIST SHOP IN MASTERTON bbox=[231, 939, 369, 948]
hyde-p3: WE are direct importers of all Furnishings, having arranged with London buyers who will study our requirements and buy to the best advantage. bbox=[181, 557, 395, 580]
listing-entry: 3300 Acres Taranaki. All in grass and divided into 10 sheep-proof paddocks. New dwelling house, woolshed and yards and man's cottage, situated on metalled road, and 18 miles from railway station and proprietor township. 2 sheep to acre. Price £5 per acre. 1573 bbox=[844, 716, 1094, 744]
frost-sign: FROST AND ROWE, bbox=[931, 284, 1007, 294]
